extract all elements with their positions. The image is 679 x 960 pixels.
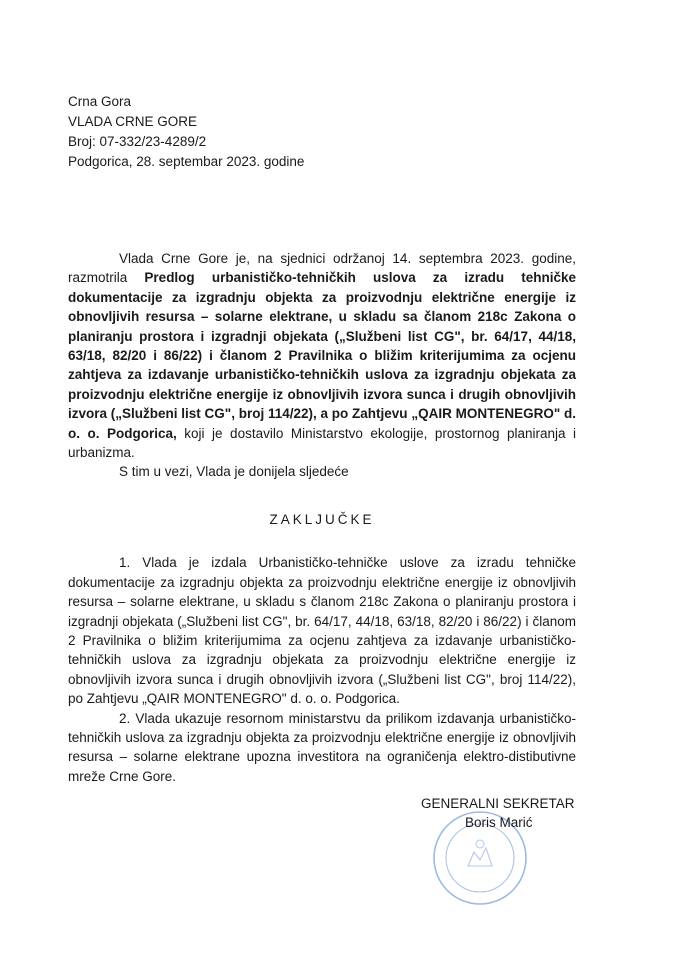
- document-number: Broj: 07-332/23-4289/2: [68, 134, 207, 149]
- intro-text-2: koji je dostavilo Ministarstvo ekologije, prostornog planiranja i urbanizma.: [68, 425, 577, 461]
- place-and-date: Podgorica, 28. septembar 2023. godine: [68, 154, 305, 169]
- transition-sentence: S tim u vezi, Vlada je donijela sljedeće: [119, 464, 349, 480]
- intro-bold-1: Predlog urbanističko-tehničkih uslova za izradu tehničke dokumentacije za izgradnju objekta za proizvodnju električne energije iz obnovljivih resursa – solarne elektrane, u skladu sa članom 218c Zakona o planiranju prostora i izgradnji objekata („Službeni list CG", br. 64/17, 44/18, 63/18, 82/20 i 86/22) i članom 2 Pravilnika o bližim kriterijumima za ocjenu zahtjeva za izdavanje urbanističko-tehničkih uslova za izgradnju objekata za proizvodnju električne energije iz obnovljivih izvora sunca i drugih obnovljivih izvora („Službeni list CG", broj 114/22), a po Zahtjevu „QAIR MONTENEGRO": [68, 270, 576, 422]
- signature-block: [421, 794, 575, 832]
- country-name: Crna Gora: [68, 94, 132, 109]
- government-name: VLADA CRNE GORE: [68, 114, 198, 129]
- section-title: ZAKLJUČKE: [269, 511, 375, 527]
- intro-text-1: Vlada Crne Gore je, na sjednici održanoj 14. septembra 2023. godine, razmotrila: [68, 251, 576, 286]
- signatory-name: Boris Marić: [465, 815, 533, 830]
- conclusion-2-text: 2. Vlada ukazuje resornom ministarstvu da prilikom izdavanja urbanističko-tehničkih uslova za izgradnju objekta za proizvodnju električne energije iz obnovljivih resursa – solarne elektrane upozna investitora na ograničenja elektro-distibutivne mreže Crne Gore.: [68, 710, 576, 784]
- intro-paragraph: [68, 249, 576, 462]
- document-body: [68, 249, 576, 786]
- conclusion-item-2: [68, 709, 576, 787]
- conclusion-item-1: [68, 553, 576, 708]
- signatory-role: GENERALNI SEKRETAR: [421, 796, 575, 811]
- document-header: [68, 92, 304, 172]
- conclusion-1-text: 1. Vlada je izdala Urbanističko-tehničke uslove za izradu tehničke dokumentacije za izgradnju objekta za proizvodnju električne energije iz obnovljivih resursa – solarne elektrane, u skladu s članom 218c Zakona o planiranju prostora i izgradnji objekata („Službeni list CG", br. 64/17, 44/18, 63/18, 82/20 i 86/22) i članom 2 Pravilnika o bližim kriterijumima za ocjenu zahtjeva za izdavanje urbanističko-tehničkih uslova za izgradnju objekata za proizvodnju električne energije iz obnovljivih izvora sunca i drugih obnovljivih izvora („Službeni list CG", broj 114/22), po Zahtjevu „QAIR MONTENEGRO" d. o. o. Podgorica.: [68, 555, 576, 707]
- intro-bold-2: d. o. o. Podgorica,: [68, 406, 576, 441]
